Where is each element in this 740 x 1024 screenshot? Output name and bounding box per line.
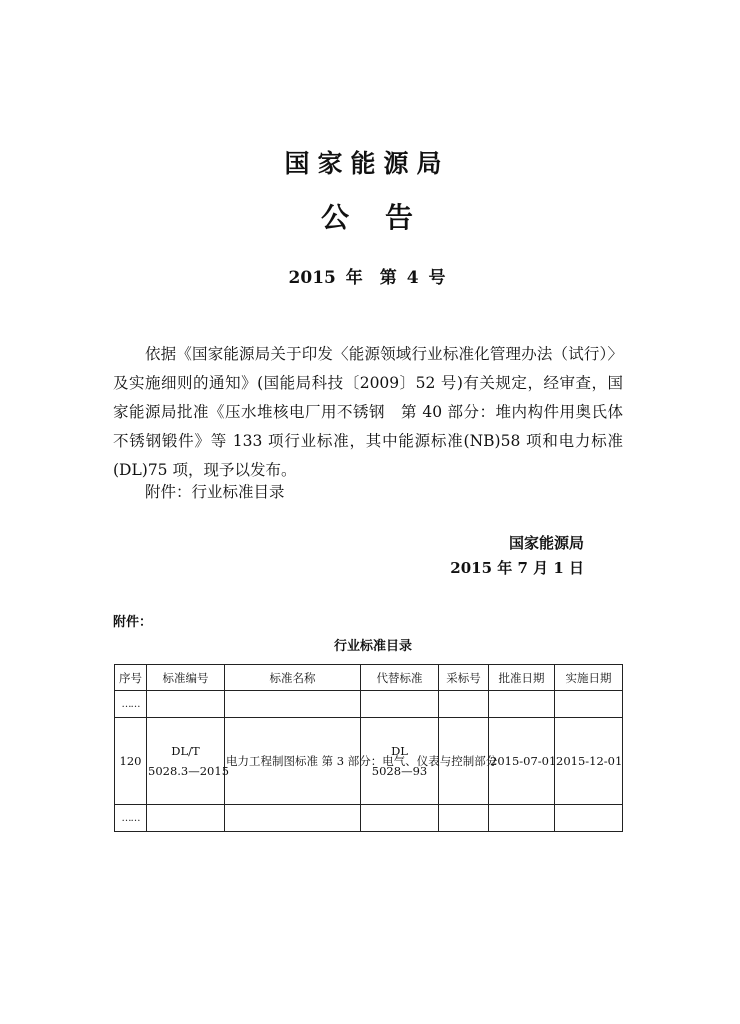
table-header-row: [115, 665, 623, 691]
ellipsis-cell: ……: [115, 805, 147, 832]
empty-cell: [555, 805, 623, 832]
document-number: 2015 年 第 4 号: [288, 268, 446, 288]
standard-number-code: 5028.3—2015: [148, 764, 230, 778]
cell-approval-date: 2015-07-01: [489, 718, 555, 805]
table-title: 行业标准目录: [333, 639, 412, 654]
empty-cell: [225, 805, 361, 832]
cell-seq: 120: [115, 718, 147, 805]
signature-organization: 国家能源局: [508, 534, 584, 552]
attachment-reference: 附件：行业标准目录: [145, 483, 285, 501]
standards-table: [114, 664, 623, 832]
table-row: [115, 718, 623, 805]
column-header-seq: 序号: [115, 665, 147, 691]
empty-cell: [489, 805, 555, 832]
empty-cell: [361, 805, 439, 832]
signature-date: 2015 年 7 月 1 日: [450, 559, 584, 577]
standard-number-prefix: DL/T: [171, 744, 200, 758]
empty-cell: [147, 805, 225, 832]
column-header-replaced-standard: 代替标准: [361, 665, 439, 691]
attachment-label: 附件：: [113, 615, 153, 630]
announcement-paragraph: 依据《国家能源局关于印发〈能源领域行业标准化管理办法（试行）〉及实施细则的通知》(国能局科技〔2009〕52 号)有关规定，经审查，国家能源局批准《压水堆核电厂用不锈钢 第 40 部分：堆内构件用奥氏体不锈钢锻件》等 133 项行业标准，其中能源标准(NB)58 项和电力标准(DL)75 项，现予以发布。: [113, 345, 623, 479]
column-header-effective-date: 实施日期: [555, 665, 623, 691]
table-row-ellipsis: [115, 805, 623, 832]
cell-standard-name: 电力工程制图标准 第 3 部分：电气、仪表与控制部分: [225, 718, 361, 805]
empty-cell: [147, 691, 225, 718]
document-type-title: 公告: [320, 201, 449, 234]
issuing-organization-title: 国家能源局: [284, 149, 450, 178]
replaced-standard-code: 5028—93: [371, 764, 428, 778]
cell-standard-number: [147, 718, 230, 805]
empty-cell: [439, 691, 489, 718]
empty-cell: [439, 805, 489, 832]
empty-cell: [555, 691, 623, 718]
cell-effective-date: 2015-12-01: [555, 718, 623, 805]
table-row-ellipsis: [115, 691, 623, 718]
column-header-standard-name: 标准名称: [225, 665, 361, 691]
empty-cell: [225, 691, 361, 718]
replaced-standard-prefix: DL: [391, 744, 408, 758]
column-header-adopted-number: 采标号: [439, 665, 489, 691]
column-header-standard-number: 标准编号: [147, 665, 225, 691]
empty-cell: [361, 691, 439, 718]
cell-replaced-standard: [361, 718, 439, 805]
ellipsis-cell: ……: [115, 691, 147, 718]
empty-cell: [489, 691, 555, 718]
column-header-approval-date: 批准日期: [489, 665, 555, 691]
